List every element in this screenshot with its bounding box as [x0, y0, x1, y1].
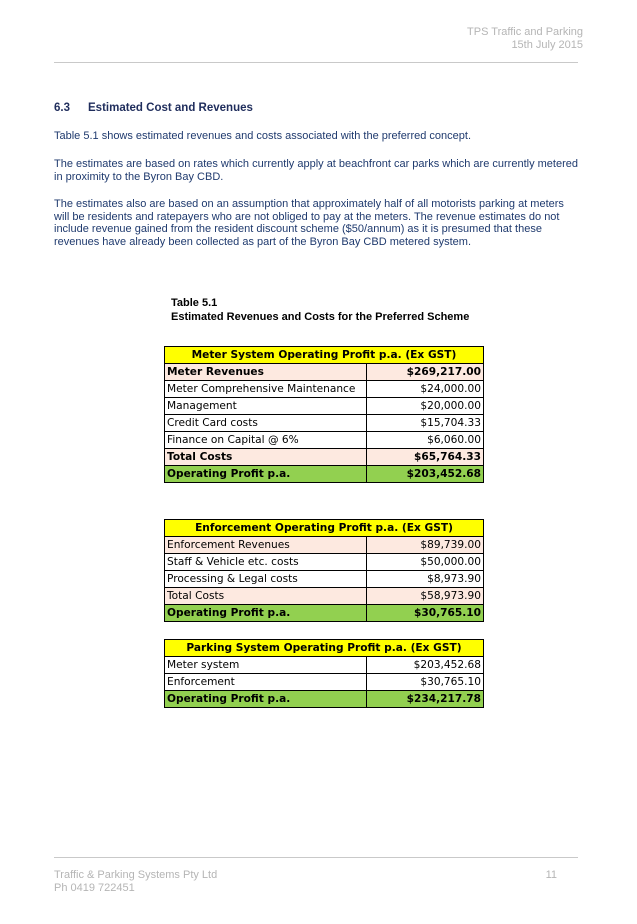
- row-value: $6,060.00: [367, 432, 484, 449]
- table-title: Meter System Operating Profit p.a. (Ex GST): [165, 347, 484, 364]
- header-date: 15th July 2015: [511, 39, 583, 51]
- table-caption: [171, 296, 469, 324]
- row-label: Enforcement: [165, 674, 367, 691]
- header-rule: [54, 62, 578, 63]
- page-header: [467, 26, 583, 52]
- row-label: Meter Revenues: [165, 364, 367, 381]
- row-label: Operating Profit p.a.: [165, 466, 367, 483]
- row-label: Total Costs: [165, 588, 367, 605]
- row-label: Enforcement Revenues: [165, 537, 367, 554]
- row-value: $8,973.90: [367, 571, 484, 588]
- row-label: Processing & Legal costs: [165, 571, 367, 588]
- paragraph-intro: Table 5.1 shows estimated revenues and costs associated with the preferred concept.: [54, 130, 472, 142]
- table-title: Parking System Operating Profit p.a. (Ex GST): [165, 640, 484, 657]
- page-footer: [54, 869, 217, 895]
- row-label: Total Costs: [165, 449, 367, 466]
- table-caption-title: Estimated Revenues and Costs for the Preferred Scheme: [171, 311, 470, 323]
- table-row: [165, 432, 484, 449]
- footer-phone: Ph 0419 722451: [54, 882, 135, 894]
- page-number: 11: [545, 869, 557, 881]
- row-label: Credit Card costs: [165, 415, 367, 432]
- row-label: Meter Comprehensive Maintenance: [165, 381, 367, 398]
- table-row: [165, 415, 484, 432]
- row-value: $20,000.00: [367, 398, 484, 415]
- paragraph-assumption: The estimates also are based on an assumption that approximately half of all motorists parking at meters will be residents and ratepayers who are not obliged to pay at the meters. The revenue estimates do not include revenue gained from the resident discount scheme ($50/annum) as it is presumed that these revenues have already been collected as part of the Byron Bay CBD metered system.: [54, 198, 564, 248]
- row-value: $65,764.33: [367, 449, 484, 466]
- row-value: $50,000.00: [367, 554, 484, 571]
- footer-rule: [54, 857, 578, 858]
- table-title: Enforcement Operating Profit p.a. (Ex GST): [165, 520, 484, 537]
- table-row: [165, 537, 484, 554]
- row-label: Meter system: [165, 657, 367, 674]
- paragraph-rates: The estimates are based on rates which currently apply at beachfront car parks which are currently metered in proximity to the Byron Bay CBD.: [54, 158, 578, 183]
- row-value: $30,765.10: [367, 605, 484, 622]
- row-value: $234,217.78: [367, 691, 484, 708]
- row-label: Operating Profit p.a.: [165, 691, 367, 708]
- row-value: $15,704.33: [367, 415, 484, 432]
- parking-profit-table: [164, 639, 484, 708]
- row-label: Finance on Capital @ 6%: [165, 432, 367, 449]
- table-row: [165, 398, 484, 415]
- table-row: [165, 554, 484, 571]
- table-caption-label: Table 5.1: [171, 297, 218, 309]
- row-value: $24,000.00: [367, 381, 484, 398]
- table-row-profit: [165, 605, 484, 622]
- enforcement-profit-table: [164, 519, 484, 622]
- table-row-profit: [165, 466, 484, 483]
- row-value: $58,973.90: [367, 588, 484, 605]
- table-row: [165, 674, 484, 691]
- section-title: Estimated Cost and Revenues: [88, 102, 253, 114]
- row-value: $89,739.00: [367, 537, 484, 554]
- row-label: Staff & Vehicle etc. costs: [165, 554, 367, 571]
- row-label: Operating Profit p.a.: [165, 605, 367, 622]
- table-row: [165, 364, 484, 381]
- table-row: [165, 381, 484, 398]
- table-row-total: [165, 588, 484, 605]
- section-number: 6.3: [54, 102, 70, 114]
- row-value: $30,765.10: [367, 674, 484, 691]
- row-value: $269,217.00: [367, 364, 484, 381]
- section-heading: [54, 102, 253, 114]
- row-label: Management: [165, 398, 367, 415]
- table-row-total: [165, 449, 484, 466]
- footer-company: Traffic & Parking Systems Pty Ltd: [54, 869, 218, 881]
- row-value: $203,452.68: [367, 466, 484, 483]
- table-row: [165, 657, 484, 674]
- header-company: TPS Traffic and Parking: [467, 26, 583, 38]
- table-row: [165, 571, 484, 588]
- table-row-profit: [165, 691, 484, 708]
- row-value: $203,452.68: [367, 657, 484, 674]
- meter-profit-table: [164, 346, 484, 483]
